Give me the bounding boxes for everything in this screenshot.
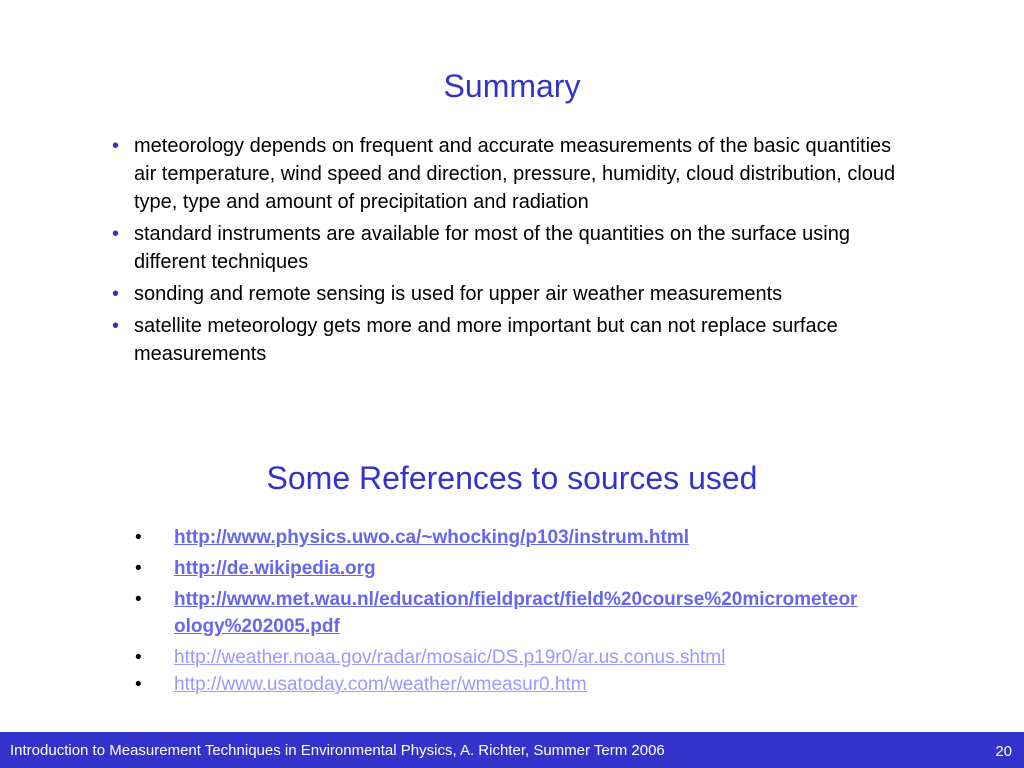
- bullet-icon: •: [135, 527, 142, 548]
- bullet-icon: •: [112, 223, 120, 245]
- reference-link[interactable]: http://de.wikipedia.org: [174, 558, 376, 579]
- bullet-icon: •: [135, 558, 142, 579]
- summary-item-text: standard instruments are available for most of the quantities on the surface using different techniques: [134, 223, 850, 273]
- references-title: Some References to sources used: [266, 460, 758, 496]
- bullet-icon: •: [135, 674, 142, 695]
- summary-item: [108, 312, 908, 368]
- bullet-icon: •: [112, 135, 120, 157]
- footer-text: Introduction to Measurement Techniques in Environmental Physics, A. Richter, Summer Term 2006: [10, 742, 665, 759]
- summary-item-text: meteorology depends on frequent and accurate measurements of the basic quantities air temperature, wind speed and direction, pressure, humidity, cloud distribution, cloud type, type and amount of precipitation and radiation: [134, 135, 896, 213]
- bullet-icon: •: [135, 589, 142, 610]
- reference-link[interactable]: http://www.usatoday.com/weather/wmeasur0.htm: [174, 674, 587, 695]
- reference-item: [130, 586, 860, 640]
- page-number: 20: [995, 743, 1012, 760]
- reference-link[interactable]: http://weather.noaa.gov/radar/mosaic/DS.p19r0/ar.us.conus.shtml: [174, 647, 726, 668]
- reference-item: [130, 555, 860, 582]
- bullet-icon: •: [135, 647, 142, 668]
- reference-item: [130, 644, 860, 671]
- summary-list: [108, 132, 908, 372]
- reference-item: [130, 524, 860, 551]
- footer-bar: [0, 732, 1024, 768]
- summary-title: Summary: [443, 68, 581, 104]
- reference-link[interactable]: http://www.physics.uwo.ca/~whocking/p103/instrum.html: [174, 527, 690, 548]
- summary-item: [108, 220, 908, 276]
- reference-link[interactable]: http://www.met.wau.nl/education/fieldpract/field%20course%20micrometeorology%202005.pdf: [174, 589, 858, 637]
- summary-item: [108, 280, 908, 308]
- bullet-icon: •: [112, 315, 120, 337]
- summary-item-text: sonding and remote sensing is used for upper air weather measurements: [134, 283, 783, 305]
- bullet-icon: •: [112, 283, 120, 305]
- summary-item-text: satellite meteorology gets more and more important but can not replace surface measurements: [134, 315, 838, 365]
- reference-item: [130, 671, 860, 698]
- summary-item: [108, 132, 908, 216]
- references-list: [130, 524, 860, 698]
